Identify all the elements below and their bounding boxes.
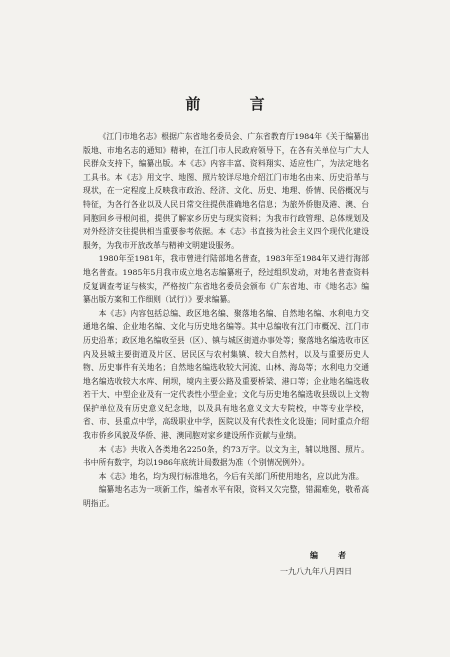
signature-date: 一九八九年八月四日: [280, 567, 352, 576]
page-title: 前 言: [185, 95, 287, 113]
paragraph-3: 本《志》内容包括总编、政区地名编、聚落地名编、自然地名编、水利电力交通地名编、企业地名编、文化与历史地名编等。其中总编收有江门市概况、江门市历史沿革；政区地名编收至县（区）、镇与城区街道办事处等；聚落地名编选收市区内及县城主要街道及片区、居民区与农村集镇、较大自然村，以及与重要历史人物、历史事件有关地名；自然地名编选收较大河流、山林、海岛等；水利电力交通地名编选收较大水库、闸坝，境内主要公路及重要桥梁、港口等；企业地名编选收若干大、中型企业及有一定代表性小型企业；文化与历史地名编选收县级以上文物保护单位及有历史意义纪念地，以及具有地名意义文大专院校，中等专业学校，省、市、县重点中学，高级职业中学，医院以及有代表性文化设施；同时重点介绍我市侨乡风貌及华侨、港、澳同胞对家乡建设所作贡献与业绩。: [83, 308, 369, 441]
paragraph-5: 本《志》地名，均为现行标准地名，今后有关部门所使用地名，应以此为准。: [98, 471, 364, 481]
paragraph-6: 编纂地名志为一项新工作，编者水平有限，资料又欠完整，错漏难免，敬希高明指正。: [83, 485, 369, 509]
preface-body: [83, 130, 369, 511]
paragraph-2: 1980年至1981年，我市曾进行陆部地名普查，1983年至1984年又进行海部地名普查。1985年5月我市成立地名志编纂班子，经过组织发动，对地名普查资料反复调查考证与核实，严格按广东省地名委员会颁布《广东省地、市《地名志》编纂出版方案和工作细则（试行）》要求编纂。: [83, 254, 369, 305]
paragraph-4: 本《志》共收入各类地名2250条，约73万字。以文为主，辅以地图、照片。书中所有数字，均以1986年底统计局数据为准（个别情况例外）。: [83, 444, 369, 468]
author-signature: 编 者: [310, 550, 352, 560]
paragraph-1: 《江门市地名志》根据广东省地名委员会、广东省教育厅1984年《关于编纂出版地、市地名志的通知》精神，在江门市人民政府领导下，在各有关单位与广大人民群众支持下，编纂出版。本《志》内容丰富、资料翔实、适应性广，为法定地名工具书。本《志》用文字、地图、照片较详尽地介绍江门市地名由来、历史沿革与现状，在一定程度上反映我市政治、经济、文化、历史、地理、侨情、民俗概况与特征，为各行各业以及人民日常交往提供准确地名信息；为旅外侨胞及港、澳、台同胞回乡寻根问祖，提供了解家乡历史与现实资料；为我市行政管理、总体规划及对外经济交往提供相当重要参考依据。本《志》书直接为社会主义四个现代化建设服务，为我市开放改革与精神文明建设服务。: [83, 132, 369, 250]
